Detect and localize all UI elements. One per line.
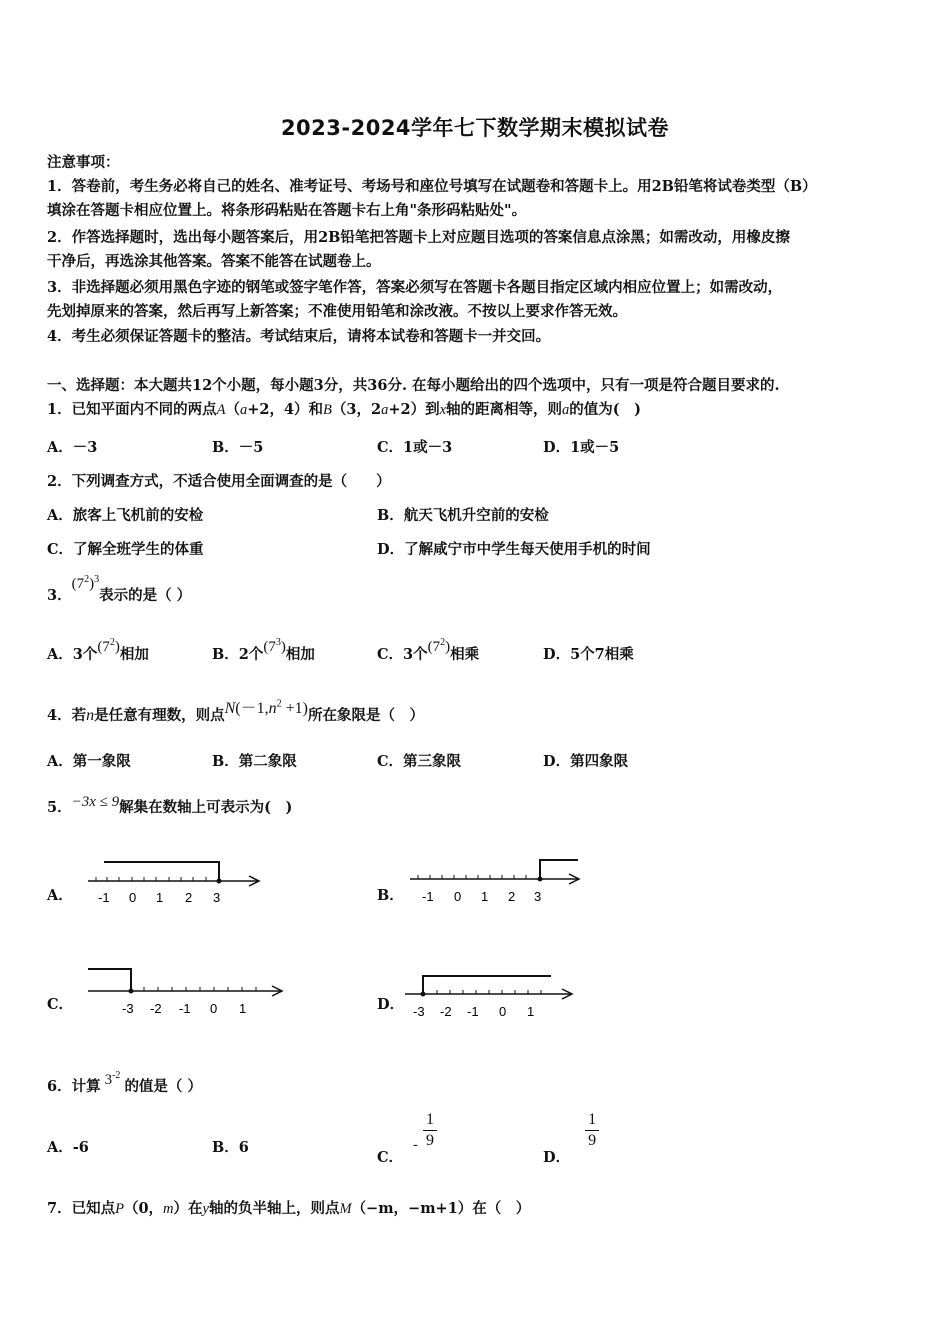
q1-option-b[interactable]: B．－5 [212,439,264,456]
q4-option-c[interactable]: C．第三象限 [377,753,462,770]
question-7-stem: 7．已知点P（0，m）在y轴的负半轴上，则点M（−m，−m+1）在（ ） [47,1200,531,1217]
q2-option-b[interactable]: B．航天飞机升空前的安检 [377,507,549,524]
tick-label: 0 [210,1001,218,1016]
note-line: 1．答卷前，考生务必将自己的姓名、准考证号、考场号和座位号填写在试题卷和答题卡上。用2B铅笔将试卷类型（B） [47,178,817,195]
tick-label: -2 [440,1004,452,1019]
note-line: 填涂在答题卡相应位置上。将条形码粘贴在答题卡右上角"条形码粘贴处"。 [47,202,527,219]
tick-label: -2 [150,1001,162,1016]
notes-heading: 注意事项： [47,154,120,171]
fraction: $\frac{1}{9}$ [585,1110,599,1151]
tick-label: -1 [422,889,434,904]
q3-option-a[interactable]: A．3个$(7^2)$相加 [47,637,149,663]
q5-number-line-c [86,962,286,1020]
tick-label: -1 [98,890,110,905]
tick-label: -1 [179,1001,191,1016]
q5-option-c[interactable]: C． [47,996,74,1013]
question-3-stem: 3．$(7^2)^3$表示的是（ ） [47,574,192,604]
note-line: 干净后，再选涂其他答案。答案不能答在试题卷上。 [47,253,381,270]
q4-option-d[interactable]: D．第四象限 [543,753,629,770]
q2-option-d[interactable]: D．了解咸宁市中学生每天使用手机的时间 [377,541,651,558]
tick-label: 1 [239,1001,247,1016]
tick-label: 2 [508,889,516,904]
tick-label: -1 [467,1004,479,1019]
tick-label: -3 [413,1004,425,1019]
tick-label: 1 [156,890,164,905]
section-heading: 一、选择题：本大题共12个小题，每小题3分，共36分. 在每小题给出的四个选项中，只有一项是符合题目要求的. [47,377,780,394]
q1-option-d[interactable]: D．1或－5 [543,439,620,456]
q5-number-line-d [403,966,578,1022]
q5-number-line-a [86,855,266,910]
tick-label: 0 [454,889,462,904]
q3-option-c[interactable]: C．3个$(7^2)$相乘 [377,637,480,663]
tick-label: -3 [122,1001,134,1016]
q5-option-d[interactable]: D． [377,996,405,1013]
q6-option-b[interactable]: B．6 [212,1139,249,1156]
tick-label: 2 [185,890,193,905]
q5-option-a[interactable]: A． [47,887,73,904]
page-title: 2023-2024学年七下数学期末模拟试卷 [280,116,670,140]
tick-label: 0 [499,1004,507,1019]
fraction: $\frac{1}{9}$ [423,1110,437,1151]
q2-option-a[interactable]: A．旅客上飞机前的安检 [47,507,204,524]
tick-label: 1 [481,889,489,904]
q1-option-c[interactable]: C．1或－3 [377,439,453,456]
q3-option-d[interactable]: D．5个7相乘 [543,646,634,663]
q6-option-c[interactable]: C．- $\frac{1}{9}$ [377,1110,437,1151]
note-line: 3．非选择题必须用黑色字迹的钢笔或签字笔作答，答案必须写在答题卡各题目指定区域内相应位置上；如需改动， [47,279,783,296]
note-line: 先划掉原来的答案，然后再写上新答案；不准使用铅笔和涂改液。不按以上要求作答无效。 [47,303,627,320]
question-4-stem: 4．若n是任意有理数，则点$N(-1,n^2 +1)$所在象限是（ ） [47,698,424,724]
question-5-stem: 5．−3x ≤ 9解集在数轴上可表示为( ) [47,794,293,816]
q6-option-d[interactable]: D． $\frac{1}{9}$ [543,1110,599,1151]
q6-option-a[interactable]: A．-6 [47,1139,89,1156]
q4-option-a[interactable]: A．第一象限 [47,753,131,770]
question-2-stem: 2．下列调查方式，不适合使用全面调查的是（ ） [47,473,391,490]
tick-label: 1 [527,1004,535,1019]
note-line: 2．作答选择题时，选出每小题答案后，用2B铅笔把答题卡上对应题目选项的答案信息点涂黑；如需改动，用橡皮擦 [47,229,790,246]
tick-label: 0 [129,890,137,905]
q5-number-line-b [408,852,588,910]
q2-option-c[interactable]: C．了解全班学生的体重 [47,541,204,558]
note-line: 4．考生必须保证答题卡的整洁。考试结束后，请将本试卷和答题卡一并交回。 [47,328,551,345]
q1-option-a[interactable]: A．－3 [47,439,98,456]
q3-option-b[interactable]: B．2个$(7^3)$相加 [212,637,315,663]
question-6-stem: 6．计算 $3^{-2}$的值是（ ） [47,1070,202,1095]
tick-label: 3 [534,889,542,904]
q4-option-b[interactable]: B．第二象限 [212,753,297,770]
tick-label: 3 [213,890,221,905]
q5-option-b[interactable]: B． [377,887,404,904]
question-1-stem: 1．已知平面内不同的两点A（a+2，4）和B（3，2a+2）到x轴的距离相等，则a的值为( ) [47,401,641,418]
